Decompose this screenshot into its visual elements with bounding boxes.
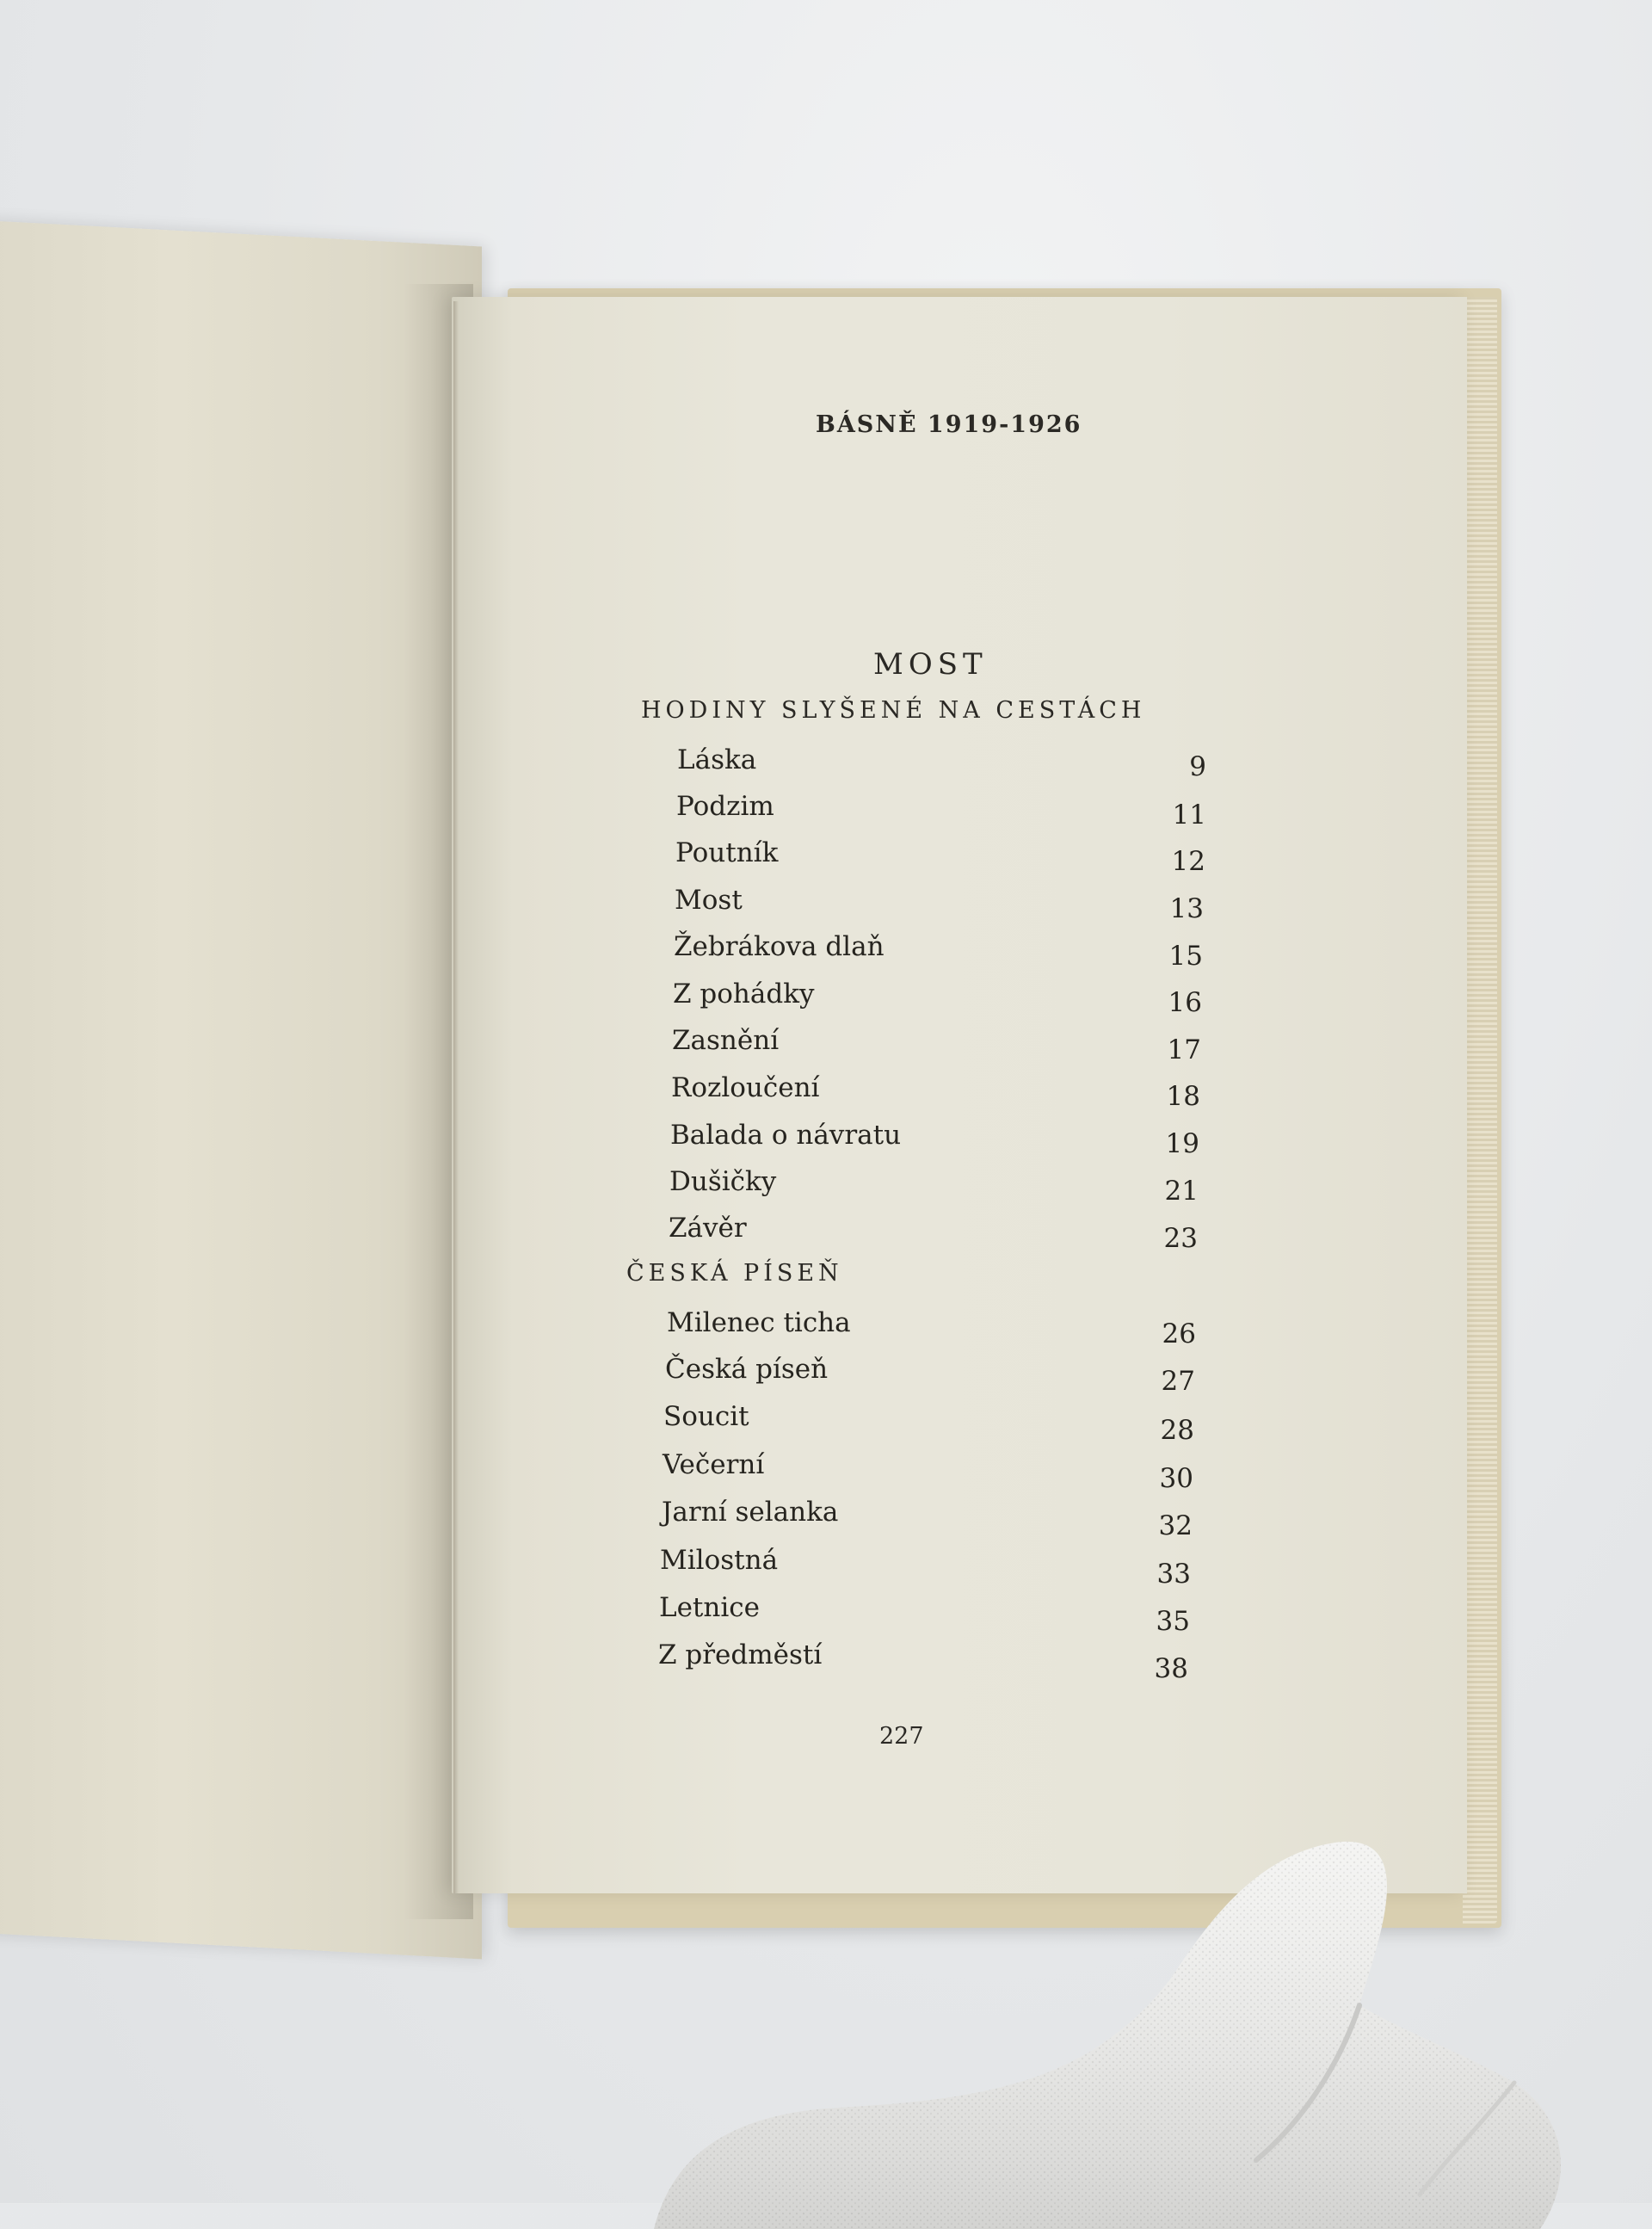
toc-entry-page: 11 <box>1172 800 1206 830</box>
toc-entry-title: Láska <box>677 744 757 775</box>
toc-entry-title: Letnice <box>659 1592 760 1623</box>
group-heading: HODINY SLYŠENÉ NA CESTÁCH <box>641 697 1146 724</box>
toc-entry-page: 12 <box>1171 846 1205 877</box>
page-number: 227 <box>879 1723 924 1750</box>
toc-entry-title: Z pohádky <box>673 979 815 1010</box>
toc-entry-page: 23 <box>1163 1223 1198 1254</box>
toc-entry-title: Milostná <box>660 1545 779 1576</box>
toc-entry-title: Závěr <box>669 1213 747 1244</box>
toc-entry-title: Večerní <box>663 1449 765 1480</box>
right-page <box>452 297 1467 1893</box>
group-heading: ČESKÁ PÍSEŇ <box>626 1260 843 1287</box>
toc-entry-title: Balada o návratu <box>670 1120 902 1151</box>
toc-entry-title: Dušičky <box>669 1166 777 1197</box>
toc-entry-page: 32 <box>1158 1510 1193 1541</box>
toc-entry-title: Soucit <box>663 1401 749 1432</box>
toc-entry-page: 18 <box>1166 1081 1200 1112</box>
toc-entry-page: 15 <box>1168 941 1203 972</box>
running-head: BÁSNĚ 1919-1926 <box>816 411 1082 438</box>
toc-entry-title: Rozloučení <box>671 1072 820 1103</box>
toc-entry-page: 16 <box>1168 987 1202 1018</box>
toc-entry-page: 27 <box>1161 1366 1195 1397</box>
toc-entry-page: 28 <box>1160 1415 1194 1446</box>
toc-entry-page: 30 <box>1159 1463 1193 1494</box>
toc-entry-page: 35 <box>1156 1606 1190 1637</box>
toc-entry-page: 21 <box>1164 1176 1199 1207</box>
toc-entry-title: Zasnění <box>672 1025 780 1056</box>
toc-entry-page: 17 <box>1167 1034 1201 1065</box>
toc-entry-title: Česká píseň <box>665 1354 829 1385</box>
toc-entry-title: Poutník <box>675 837 779 868</box>
toc-entry-title: Most <box>675 885 743 916</box>
gloved-hand <box>602 1833 1592 2229</box>
toc-entry-title: Milenec ticha <box>667 1307 851 1338</box>
toc-entry-page: 19 <box>1165 1128 1199 1159</box>
toc-entry-page: 33 <box>1156 1559 1191 1590</box>
toc-entry-title: Žebrákova dlaň <box>674 931 885 962</box>
page-edges <box>1463 297 1497 1923</box>
toc-entry-page: 26 <box>1162 1318 1196 1349</box>
toc-entry-title: Podzim <box>676 791 774 822</box>
toc-entry-page: 38 <box>1154 1653 1188 1684</box>
toc-entry-title: Jarní selanka <box>662 1497 839 1528</box>
spine <box>453 301 459 1893</box>
toc-entry-page: 13 <box>1169 893 1204 924</box>
section-title: MOST <box>873 647 988 682</box>
toc-entry-title: Z předměstí <box>658 1639 823 1670</box>
toc-entry-page: 9 <box>1189 751 1206 782</box>
